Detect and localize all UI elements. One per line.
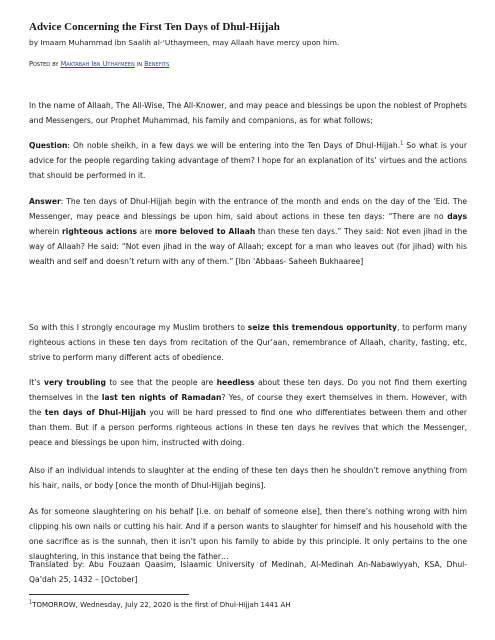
- troubling-text: to see that the people are: [105, 378, 217, 387]
- document-title: Advice Concerning the First Ten Days of Dhul-Hijjah: [29, 21, 280, 33]
- posted-prefix: Posted by: [29, 60, 59, 68]
- troubling-text: you will be hard pressed to find one who differentiates between them and other than them. But if a person performs righteous actions in these ten days he revives that which the Messenger, peace and blessings be upon him, instructed with doing.: [29, 408, 467, 447]
- answer-label: Answer: [29, 197, 61, 206]
- question-label: Question: [29, 141, 68, 150]
- slaughter-paragraph: Also if an individual intends to slaughter at the ending of these ten days then he shouldn’t remove anything from his hair, nails, or body [once the month of Dhul-Hijjah begins].: [29, 466, 467, 490]
- footnote-ref[interactable]: 1: [400, 140, 404, 147]
- answer-bold-actions: righteous actions: [61, 227, 138, 236]
- answer-paragraph: [29, 194, 467, 269]
- troubling-text: about these ten days. Do you not find them exerting themselves in the: [29, 378, 467, 402]
- troubling-bold: very troubling: [44, 378, 106, 387]
- question-paragraph: [29, 138, 467, 183]
- behalf-paragraph: As for someone slaughtering on his behalf [i.e. on behalf of someone else], then there’s nothing wrong with him clipping his own nails or cutting his hair. And if a person wants to slaughter for himself and his household with the one sacrifice as is the sunnah, then it isn’t upon his family to abide by this principle. It only pertains to the one slaughtering, in this instance that being the father…: [29, 507, 467, 561]
- answer-text: wherein: [29, 227, 62, 236]
- encourage-paragraph: [29, 320, 467, 365]
- answer-text: than these ten days.” They said: Not even jihad in the way of Allaah? He said: “Not even jihad in the way of Allaah; except for a man who leaves out (for jihad) with his wealth and self and doesn’t return with any of them.” [Ibn ‘Abbaas- Saheeh Bukhaaree]: [29, 227, 467, 266]
- encourage-bold: seize this tremendous opportunity: [247, 323, 398, 332]
- troubling-text: ? Yes, of course they exert themselves in them. However, with the: [29, 393, 467, 417]
- troubling-bold: ten days of Dhul-Hijjah: [44, 408, 146, 417]
- author-link[interactable]: Maktabah Ibn Uthaymeen: [60, 60, 135, 68]
- byline: by Imaam Muhammad ibn Saalih al-‘Uthaymeen, may Allaah have mercy upon him.: [29, 38, 340, 47]
- troubling-text: It’s: [29, 378, 44, 387]
- footnote-divider: [29, 594, 189, 595]
- category-link[interactable]: Benefits: [144, 60, 170, 68]
- question-text: : Oh noble sheikh, in a few days we will be entering into the Ten Days of Dhul-Hijjah.: [67, 141, 401, 150]
- troubling-bold: heedless: [216, 378, 255, 387]
- encourage-text: So with this I strongly encourage my Muslim brothers to: [29, 323, 248, 332]
- footnote: [29, 600, 291, 610]
- answer-text: : The ten days of Dhul-Hijjah begin with the entrance of the month and ends on the day of the ‘Eid. The Messenger, may peace and blessings be upon him, said about actions in these ten days: “There are no: [29, 197, 467, 221]
- posted-in: in: [136, 60, 143, 68]
- translator-paragraph: Translated by: Abu Fouzaan Qaasim, Islaamic University of Medinah, Al-Medinah An-Nabawiyyah, KSA, Dhul-Qa’dah 25, 1432 – [October]: [29, 560, 467, 584]
- document-page: [29, 20, 467, 609]
- footnote-number: 1: [29, 599, 33, 606]
- answer-bold-days: days: [447, 212, 467, 221]
- intro-paragraph: In the name of Allaah, The All-Wise, The All-Knower, and may peace and blessings be upon the noblest of Prophets and Messengers, our Prophet Muhammad, his family and companions, as for what follows;: [29, 101, 467, 125]
- answer-text: are: [137, 227, 155, 236]
- troubling-paragraph: [29, 375, 467, 450]
- question-text-continued: So what is your advice for the people regarding taking advantage of them? I hope for an explanation of its’ virtues and the actions that should be performed in it.: [29, 141, 467, 180]
- encourage-text: , to perform many righteous actions in these ten days from recitation of the Qur’aan, remembrance of Allaah, charity, fasting, etc, strive to perform many different acts of obedience.: [29, 323, 467, 362]
- troubling-bold: last ten nights of Ramadan: [101, 393, 222, 402]
- answer-bold-beloved: more beloved to Allaah: [154, 227, 256, 236]
- footnote-text: TOMORROW, Wednesday, July 22, 2020 is the first of Dhul-Hijjah 1441 AH: [32, 601, 291, 609]
- posted-line: [29, 59, 467, 69]
